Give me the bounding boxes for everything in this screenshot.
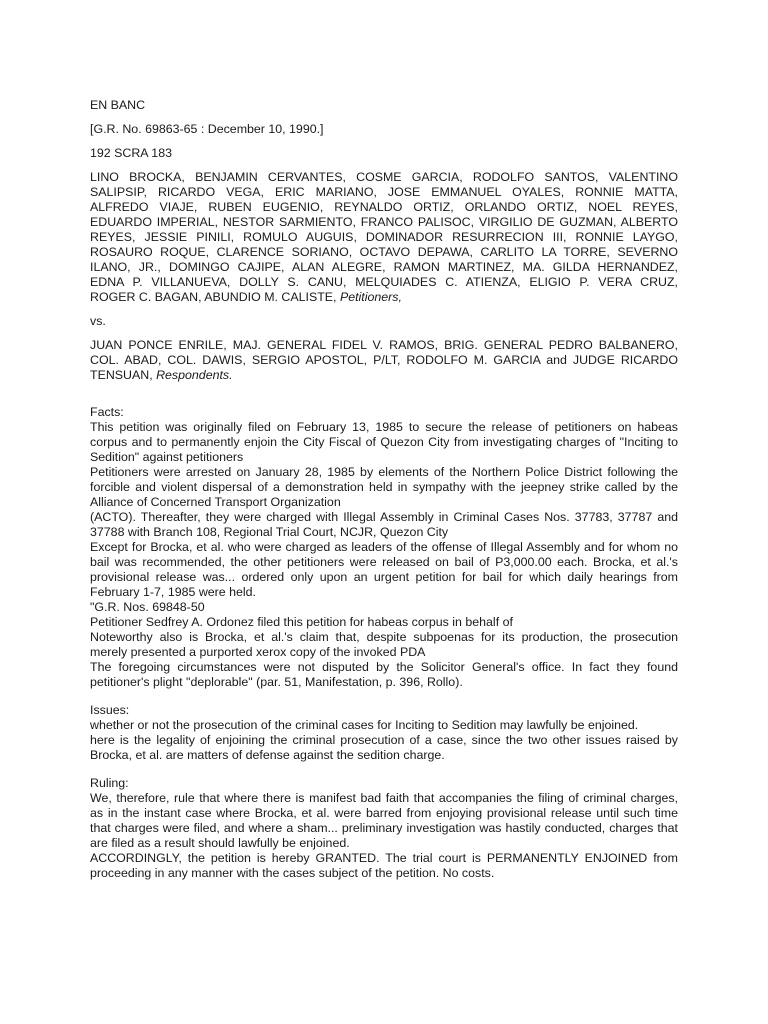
petitioners-line: ALFREDO VIAJE, RUBEN EUGENIO, REYNALDO ORTIZ, ORLANDO ORTIZ, NOEL REYES, <box>90 200 678 214</box>
respondents-line: COL. ABAD, COL. DAWIS, SERGIO APOSTOL, P/LT, RODOLFO M. GARCIA and JUDGE RICARDO <box>90 353 678 367</box>
issues-line: whether or not the prosecution of the criminal cases for Inciting to Sedition may lawfully be enjoined. <box>90 718 639 732</box>
petitioners-last-line <box>90 290 678 305</box>
facts-line: 37788 with Branch 108, Regional Trial Court, NCJR, Quezon City <box>90 525 449 539</box>
facts-line: February 1-7, 1985 were held. <box>90 585 256 599</box>
petitioners-block <box>90 170 678 290</box>
petitioners-line: LINO BROCKA, BENJAMIN CERVANTES, COSME GARCIA, RODOLFO SANTOS, VALENTINO <box>90 170 678 184</box>
petitioners-line: EDNA P. VILLANUEVA, DOLLY S. CANU, MELQUIADES C. ATIENZA, ELIGIO P. VERA CRUZ, <box>90 275 678 289</box>
facts-line: bail was recommended, the other petitioners were released on bail of P3,000.00 each. Brocka, et al.'s <box>90 555 678 569</box>
case-number: [G.R. No. 69863-65 : December 10, 1990.] <box>90 122 324 136</box>
respondents-last-line <box>90 368 678 383</box>
ruling-line: ACCORDINGLY, the petition is hereby GRANTED. The trial court is PERMANENTLY ENJOINED from <box>90 851 678 865</box>
ruling-line: as in the instant case where Brocka, et al. were barred from enjoying provisional release until such time <box>90 806 678 820</box>
ruling-heading: Ruling: <box>90 776 129 790</box>
facts-line: The foregoing circumstances were not disputed by the Solicitor General's office. In fact they found <box>90 660 678 674</box>
petitioners-line: EDUARDO IMPERIAL, NESTOR SARMIENTO, FRANCO PALISOC, VIRGILIO DE GUZMAN, ALBERTO <box>90 215 678 229</box>
facts-body <box>90 420 678 690</box>
issues-line: here is the legality of enjoining the criminal prosecution of a case, since the two other issues raised by <box>90 733 678 747</box>
facts-line: Petitioner Sedfrey A. Ordonez filed this petition for habeas corpus in behalf of <box>90 615 513 629</box>
facts-line: corpus and to permanently enjoin the City Fiscal of Quezon City from investigating charges of "Inciting to <box>90 435 678 449</box>
issues-heading: Issues: <box>90 703 130 717</box>
facts-line: Petitioners were arrested on January 28, 1985 by elements of the Northern Police District following the <box>90 465 678 479</box>
document-page <box>90 98 678 881</box>
citation: 192 SCRA 183 <box>90 146 172 160</box>
division-label: EN BANC <box>90 98 146 112</box>
facts-line: merely presented a purported xerox copy of the invoked PDA <box>90 645 426 659</box>
issues-line: Brocka, et al. are matters of defense against the sedition charge. <box>90 748 445 762</box>
facts-line: petitioner's plight "deplorable" (par. 51, Manifestation, p. 396, Rollo). <box>90 675 463 689</box>
ruling-body <box>90 791 678 881</box>
facts-line: provisional release was... ordered only upon an urgent petition for bail for which daily hearings from <box>90 570 678 584</box>
petitioners-line: REYES, JESSIE PINILI, ROMULO AUGUIS, DOMINADOR RESURRECION III, RONNIE LAYGO, <box>90 230 678 244</box>
versus-label: vs. <box>90 314 106 328</box>
respondents-last-names: TENSUAN, <box>90 368 157 382</box>
facts-line: forcible and violent dispersal of a demonstration held in sympathy with the jeepney strike called by the <box>90 480 678 494</box>
respondents-block <box>90 338 678 368</box>
petitioners-line: SALIPSIP, RICARDO VEGA, ERIC MARIANO, JOSE EMMANUEL OYALES, RONNIE MATTA, <box>90 185 678 199</box>
facts-line: "G.R. Nos. 69848-50 <box>90 600 205 614</box>
issues-body <box>90 718 678 763</box>
petitioners-role: Petitioners, <box>339 290 402 304</box>
ruling-line: We, therefore, rule that where there is manifest bad faith that accompanies the filing of criminal charges, <box>90 791 678 805</box>
respondents-role: Respondents. <box>156 368 233 382</box>
petitioners-line: ILANO, JR., DOMINGO CAJIPE, ALAN ALEGRE, RAMON MARTINEZ, MA. GILDA HERNANDEZ, <box>90 260 678 274</box>
ruling-line: are filed as a result should lawfully be enjoined. <box>90 836 350 850</box>
facts-line: Alliance of Concerned Transport Organization <box>90 495 341 509</box>
facts-line: (ACTO). Thereafter, they were charged with Illegal Assembly in Criminal Cases Nos. 37783, 37787 and <box>90 510 678 524</box>
facts-heading: Facts: <box>90 405 124 419</box>
petitioners-last-names: ROGER C. BAGAN, ABUNDIO M. CALISTE, <box>90 290 340 304</box>
petitioners-line: ROSAURO ROQUE, CLARENCE SORIANO, OCTAVO DEPAWA, CARLITO LA TORRE, SEVERNO <box>90 245 678 259</box>
facts-line: This petition was originally filed on February 13, 1985 to secure the release of petitioners on habeas <box>90 420 678 434</box>
facts-line: Sedition" against petitioners <box>90 450 244 464</box>
ruling-line: proceeding in any manner with the cases subject of the petition. No costs. <box>90 866 495 880</box>
respondents-line: JUAN PONCE ENRILE, MAJ. GENERAL FIDEL V. RAMOS, BRIG. GENERAL PEDRO BALBANERO, <box>90 338 678 352</box>
ruling-line: that charges were filed, and where a sham... preliminary investigation was hastily conducted, charges that <box>90 821 678 835</box>
facts-line: Except for Brocka, et al. who were charged as leaders of the offense of Illegal Assembly and for whom no <box>90 540 678 554</box>
facts-line: Noteworthy also is Brocka, et al.'s claim that, despite subpoenas for its production, the prosecution <box>90 630 678 644</box>
